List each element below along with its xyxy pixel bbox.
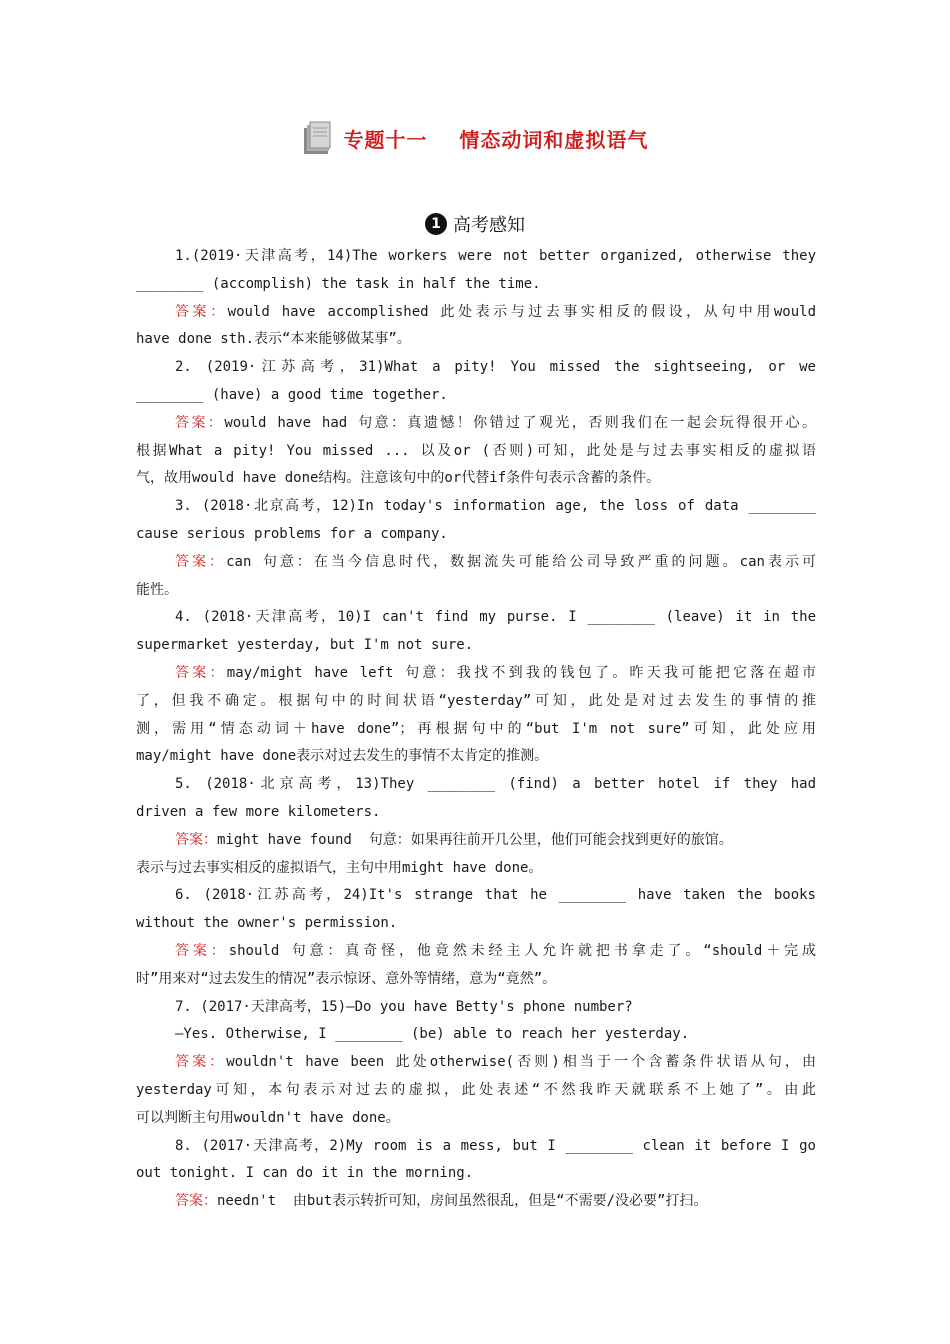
- line-text: 能性。: [136, 581, 178, 598]
- text-line: [136, 1133, 816, 1161]
- text-line: [136, 771, 816, 799]
- line-text: 了，但我不确定。根据句中的时间状语“yesterday”可知，此处是对过去发生的事情的推: [136, 692, 816, 709]
- text-line: [136, 966, 816, 994]
- text-line: [136, 994, 816, 1022]
- text-line: [136, 1105, 816, 1133]
- answer-label: 答案：: [175, 553, 227, 570]
- line-text: can 句意：在当今信息时代，数据流失可能给公司导致严重的问题。can表示可: [226, 553, 816, 570]
- line-text: 1.(2019·天津高考，14)The workers were not better organized, otherwise they: [175, 248, 816, 264]
- answer-label: 答案：: [175, 831, 217, 848]
- text-line: [136, 465, 816, 493]
- line-text: 3. (2018·北京高考，12)In today's information age, the loss of data ________: [175, 498, 816, 515]
- topic-header: [0, 120, 950, 160]
- answer-label: 答案：: [175, 664, 227, 681]
- text-line: [136, 855, 816, 883]
- page-title: 专题十一 情态动词和虚拟语气: [343, 127, 649, 152]
- line-text: ________ (accomplish) the task in half the time.: [136, 275, 541, 292]
- line-text: 2. (2019·江苏高考，31)What a pity! You missed the sightseeing, or we: [175, 359, 816, 376]
- text-line: [136, 688, 816, 716]
- line-text: should 句意：真奇怪，他竟然未经主人允许就把书拿走了。“should＋完成: [228, 942, 816, 959]
- answer-line: [136, 410, 816, 438]
- text-line: [136, 438, 816, 466]
- text-line: [136, 521, 816, 549]
- line-text: 5. (2018·北京高考，13)They ________ (find) a better hotel if they had: [175, 776, 816, 793]
- line-text: out tonight. I can do it in the morning.: [136, 1165, 474, 1182]
- text-line: [136, 743, 816, 771]
- book-stack-icon: [302, 120, 332, 156]
- section-title: 高考感知: [453, 215, 525, 236]
- text-line: [136, 910, 816, 938]
- line-text: may/might have left 句意：我找不到我的钱包了。昨天我可能把它落在超市: [226, 664, 816, 681]
- line-text: 4. (2018·天津高考，10)I can't find my purse. I ________ (leave) it in the: [175, 609, 816, 626]
- answer-label: 答案：: [175, 414, 225, 431]
- text-line: [136, 354, 816, 382]
- question-list: [136, 243, 816, 1216]
- answer-line: [136, 1188, 816, 1216]
- text-line: [136, 493, 816, 521]
- line-text: yesterday可知，本句表示对过去的虚拟，此处表述“不然我昨天就联系不上她了”。由此: [136, 1081, 816, 1098]
- answer-line: [136, 299, 816, 327]
- text-line: [136, 326, 816, 354]
- text-line: [136, 882, 816, 910]
- text-line: [136, 1021, 816, 1049]
- section-number-badge: 1: [425, 213, 447, 235]
- line-text: have done sth.表示“本来能够做某事”。: [136, 331, 411, 348]
- line-text: ________ (have) a good time together.: [136, 386, 448, 403]
- text-line: [136, 799, 816, 827]
- answer-label: 答案：: [175, 303, 228, 320]
- answer-line: [136, 660, 816, 688]
- line-text: would have accomplished 此处表示与过去事实相反的假设，从句中用would: [227, 303, 816, 320]
- answer-line: [136, 938, 816, 966]
- line-text: may/might have done表示对过去发生的事情不太肯定的推测。: [136, 748, 549, 765]
- text-line: [136, 716, 816, 744]
- answer-line: [136, 549, 816, 577]
- answer-line: [136, 1049, 816, 1077]
- line-text: supermarket yesterday, but I'm not sure.: [136, 637, 474, 654]
- line-text: 时”用来对“过去发生的情况”表示惊讶、意外等情绪，意为“竟然”。: [136, 970, 557, 987]
- text-line: [136, 1077, 816, 1105]
- line-text: 8. (2017·天津高考，2)My room is a mess, but I ________ clean it before I go: [175, 1137, 816, 1154]
- line-text: 7. (2017·天津高考，15)—Do you have Betty's phone number?: [175, 998, 633, 1015]
- line-text: would have had 句意：真遗憾！你错过了观光，否则我们在一起会玩得很开心。: [224, 414, 816, 431]
- text-line: [136, 382, 816, 410]
- answer-line: [136, 827, 816, 855]
- text-line: [136, 577, 816, 605]
- line-text: driven a few more kilometers.: [136, 803, 381, 820]
- line-text: 6. (2018·江苏高考，24)It's strange that he ________ have taken the books: [175, 887, 816, 904]
- line-text: 气，故用would have done结构。注意该句中的or代替if条件句表示含蓄的条件。: [136, 470, 661, 487]
- text-line: [136, 604, 816, 632]
- answer-label: 答案：: [175, 942, 229, 959]
- line-text: wouldn't have been 此处otherwise(否则)相当于一个含蓄条件状语从句，由: [226, 1054, 816, 1071]
- text-line: [136, 1160, 816, 1188]
- line-text: 可以判断主句用wouldn't have done。: [136, 1109, 400, 1126]
- answer-label: 答案：: [175, 1054, 227, 1071]
- section-heading: [0, 211, 950, 237]
- line-text: needn't 由but表示转折可知，房间虽然很乱，但是“不需要/没必要”打扫。: [217, 1193, 708, 1210]
- line-text: cause serious problems for a company.: [136, 525, 448, 542]
- line-text: 根据What a pity! You missed ... 以及or (否则)可知，此处是与过去事实相反的虚拟语: [136, 442, 816, 459]
- line-text: without the owner's permission.: [136, 915, 398, 932]
- line-text: 测，需用“情态动词＋have done”；再根据句中的“but I'm not sure”可知，此处应用: [136, 720, 816, 737]
- line-text: might have found 句意：如果再往前开几公里，他们可能会找到更好的旅馆。: [217, 831, 733, 848]
- text-line: [136, 632, 816, 660]
- text-line: [136, 243, 816, 271]
- text-line: [136, 271, 816, 299]
- answer-label: 答案：: [175, 1193, 217, 1210]
- line-text: —Yes. Otherwise, I ________ (be) able to reach her yesterday.: [175, 1026, 690, 1043]
- line-text: 表示与过去事实相反的虚拟语气，主句中用might have done。: [136, 859, 543, 876]
